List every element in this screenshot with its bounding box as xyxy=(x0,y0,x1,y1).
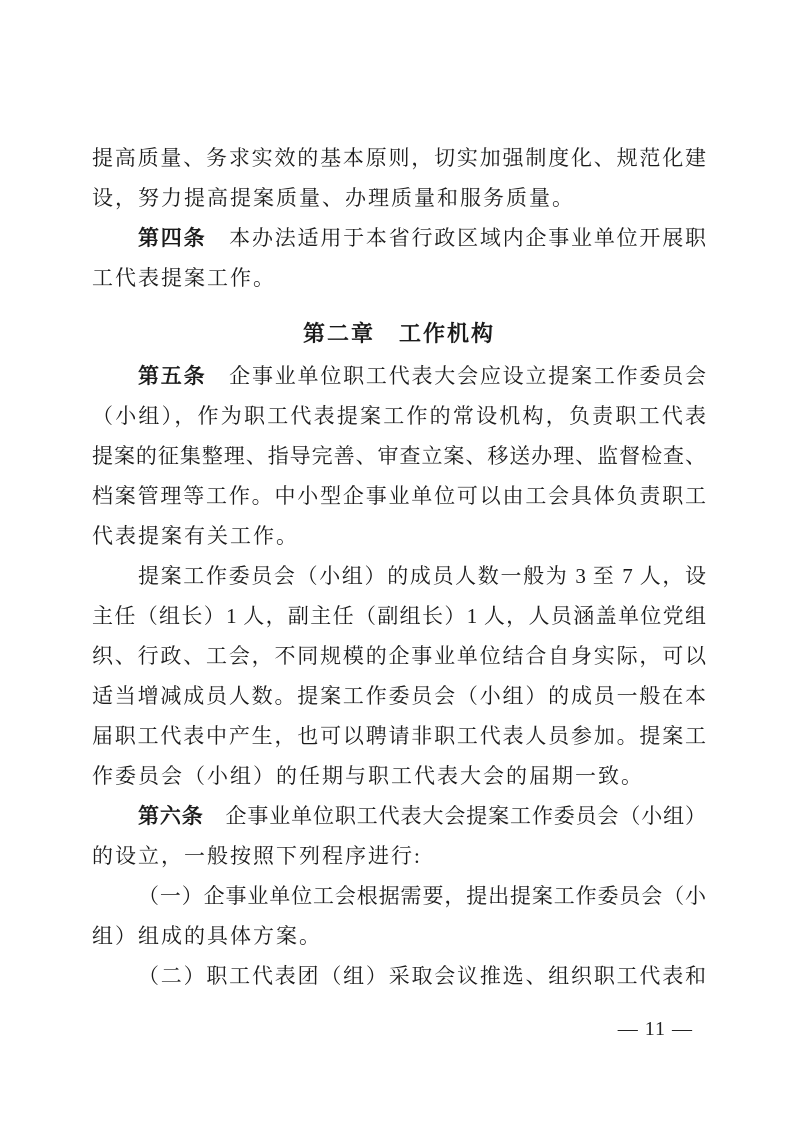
text-run: 作委员会（小组）的任期与职工代表大会的届期一致。 xyxy=(92,764,644,788)
text-line xyxy=(92,876,706,916)
chapter-heading xyxy=(92,314,706,354)
text-line xyxy=(92,796,706,836)
text-line xyxy=(92,356,706,396)
text-run: 提案工作委员会（小组）的成员人数一般为 3 至 7 人，设 xyxy=(138,564,706,588)
text-line xyxy=(92,916,706,956)
text-line xyxy=(92,436,706,476)
text-run: 代表提案有关工作。 xyxy=(92,524,299,548)
text-line xyxy=(92,258,706,298)
text-run: 企事业单位职工代表大会提案工作委员会（小组） xyxy=(203,804,706,828)
text-run: 提高质量、务求实效的基本原则，切实加强制度化、规范化建 xyxy=(92,146,706,170)
text-run: 适当增减成员人数。提案工作委员会（小组）的成员一般在本 xyxy=(92,684,706,708)
text-run: 主任（组长）1 人，副主任（副组长）1 人，人员涵盖单位党组 xyxy=(92,604,706,628)
text-run: 设，努力提高提案质量、办理质量和服务质量。 xyxy=(92,186,575,210)
text-line xyxy=(92,756,706,796)
bold-text-run: 第二章 工作机构 xyxy=(302,321,495,346)
text-line xyxy=(92,218,706,258)
text-line xyxy=(92,596,706,636)
text-line xyxy=(92,516,706,556)
text-run: 企事业单位职工代表大会应设立提案工作委员会 xyxy=(206,364,706,388)
text-run: 的设立，一般按照下列程序进行: xyxy=(92,844,422,868)
text-line xyxy=(92,138,706,178)
text-line xyxy=(92,396,706,436)
text-line xyxy=(92,716,706,756)
text-run: （二）职工代表团（组）采取会议推选、组织职工代表和 xyxy=(138,964,706,988)
bold-text-run: 第六条 xyxy=(138,805,204,828)
text-run: （小组），作为职工代表提案工作的常设机构，负责职工代表 xyxy=(92,404,706,428)
text-run: （一）企事业单位工会根据需要，提出提案工作委员会（小 xyxy=(138,884,706,908)
text-line xyxy=(92,476,706,516)
page-number: — 11 — xyxy=(617,1018,693,1040)
text-run: 织、行政、工会，不同规模的企事业单位结合自身实际，可以 xyxy=(92,644,706,668)
text-line xyxy=(92,556,706,596)
bold-text-run: 第五条 xyxy=(138,365,207,388)
bold-text-run: 第四条 xyxy=(138,227,207,250)
text-run: 档案管理等工作。中小型企事业单位可以由工会具体负责职工 xyxy=(92,484,706,508)
text-run: 工代表提案工作。 xyxy=(92,266,276,290)
text-run: 本办法适用于本省行政区域内企事业单位开展职 xyxy=(206,226,706,250)
document-body xyxy=(92,138,706,996)
text-line xyxy=(92,956,706,996)
text-line xyxy=(92,676,706,716)
text-line xyxy=(92,178,706,218)
text-run: 提案的征集整理、指导完善、审查立案、移送办理、监督检查、 xyxy=(92,444,706,468)
text-line xyxy=(92,836,706,876)
text-run: 组）组成的具体方案。 xyxy=(92,924,322,948)
text-run: 届职工代表中产生，也可以聘请非职工代表人员参加。提案工 xyxy=(92,724,706,748)
text-line xyxy=(92,636,706,676)
